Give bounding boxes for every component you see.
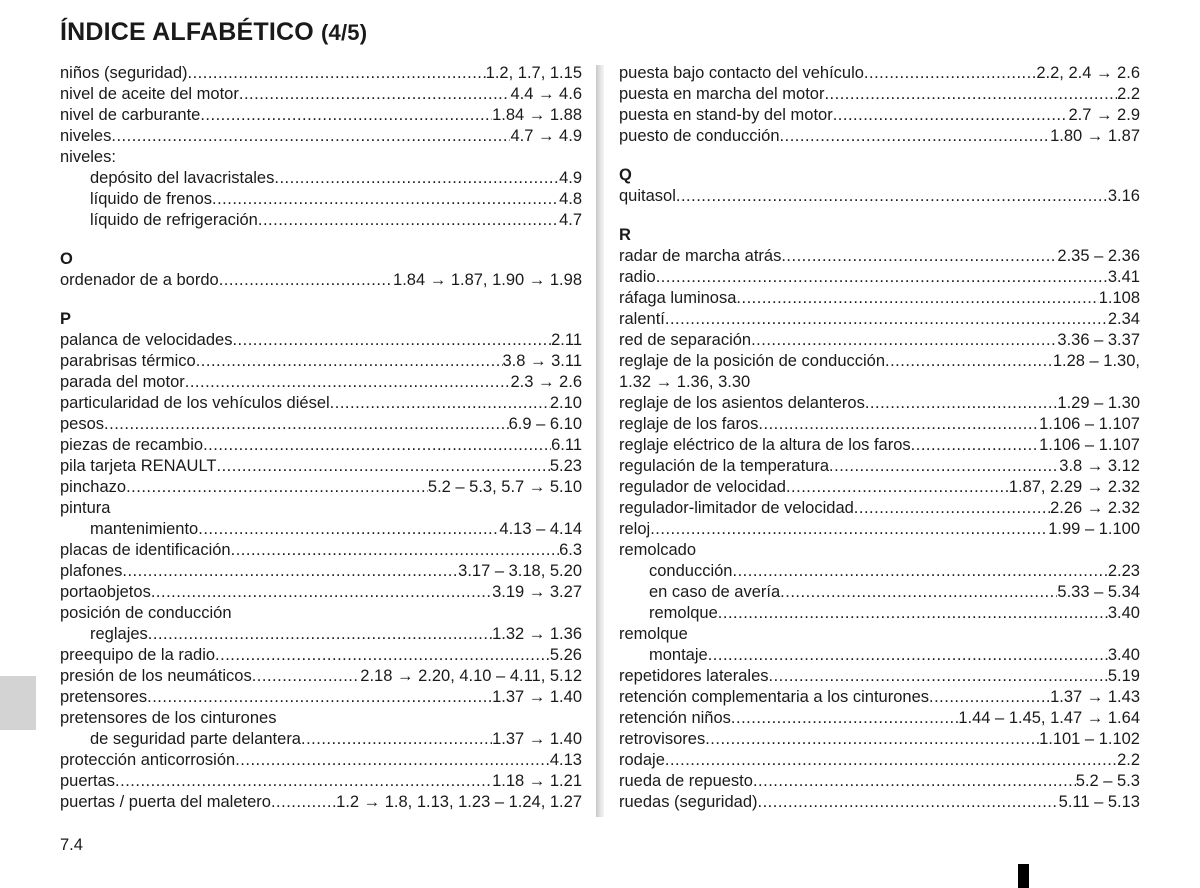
entry-page-refs: 3.16 [1107,187,1140,205]
entry-term: rodaje [619,751,665,769]
index-entry [60,792,582,813]
entry-term: puesto de conducción [619,127,780,145]
entry-page-refs: 2.2 [1117,751,1140,769]
section-spacer [60,231,582,249]
entry-term: parabrisas térmico [60,352,196,370]
dot-leader [151,582,492,603]
entry-term: puertas / puerta del maletero [60,793,271,811]
dot-leader [753,771,1076,792]
dot-leader [854,498,1050,519]
dot-leader [665,750,1117,771]
chapter-tab [0,676,36,730]
entry-page-refs: 3.8 → 3.12 [1059,457,1140,475]
entry-term: puesta en stand-by del motor [619,106,833,124]
entry-term: pretensores [60,688,148,706]
dot-leader [235,750,550,771]
entry-page-refs: 1.37 → 1.40 [492,730,582,748]
index-entry [619,456,1140,477]
entry-page-refs: 3.41 [1107,268,1140,286]
entry-term: pesos [60,415,105,433]
entry-term: portaobjetos [60,583,151,601]
index-subentry [60,519,582,540]
index-entry [60,372,582,393]
dot-leader [911,435,1039,456]
entry-page-refs: 2.3 → 2.6 [510,373,582,391]
entry-page-refs: 5.23 [549,457,582,475]
entry-term: regulador de velocidad [619,478,786,496]
dot-leader [736,288,1098,309]
index-entry [619,624,1140,645]
entry-term: parada del motor [60,373,185,391]
index-entry [619,84,1140,105]
entry-term: reglaje de los faros [619,415,759,433]
entry-page-refs: 1.106 – 1.107 [1039,415,1140,433]
entry-page-refs: 5.19 [1107,667,1140,685]
entry-term: reglaje eléctrico de la altura de los faros [619,436,911,454]
entry-term: preequipo de la radio [60,646,216,664]
index-entry [60,126,582,147]
index-entry [60,63,582,84]
section-letter: Q [619,166,632,184]
dot-leader [708,645,1108,666]
dot-leader [718,603,1108,624]
index-entry [60,330,582,351]
dot-leader [203,435,551,456]
entry-page-refs: 1.99 – 1.100 [1048,520,1140,538]
index-entry [619,351,1140,372]
entry-page-refs: 1.2 → 1.8, 1.13, 1.23 – 1.24, 1.27 [336,793,582,811]
section-letter: P [60,310,72,328]
page-number: 7.4 [60,836,83,854]
index-entry [619,330,1140,351]
entry-term: ralentí [619,310,665,328]
entry-term: de seguridad parte delantera [90,730,301,748]
index-subentry [619,645,1140,666]
index-entry [619,414,1140,435]
dot-leader [758,414,1039,435]
dot-leader [705,729,1039,750]
entry-term: niños (seguridad) [60,64,188,82]
index-subentry [619,582,1140,603]
column-divider [596,65,604,817]
entry-term: presión de los neumáticos [60,667,252,685]
index-subentry [60,210,582,231]
entry-term: reglaje de los asientos delanteros [619,394,865,412]
entry-term: retención complementaria a los cinturones [619,688,929,706]
index-entry [619,435,1140,456]
index-subentry [60,168,582,189]
dot-leader [751,330,1057,351]
entry-term: ráfaga luminosa [619,289,737,307]
index-entry [619,63,1140,84]
entry-page-refs: 1.29 – 1.30 [1057,394,1140,412]
index-entry [619,477,1140,498]
entry-term: niveles [60,127,112,145]
entry-term: remolque [649,604,718,622]
entry-page-refs: 6.9 – 6.10 [508,415,582,433]
entry-term: placas de identificación [60,541,231,559]
entry-page-refs: 1.37 → 1.43 [1050,688,1140,706]
dot-leader [215,645,550,666]
dot-leader [122,561,458,582]
dot-leader [212,189,559,210]
index-entry [619,771,1140,792]
section-spacer [619,207,1140,225]
index-entry [619,540,1140,561]
dot-leader [758,792,1059,813]
entry-term: repetidores laterales [619,667,769,685]
index-entry [619,519,1140,540]
dot-leader [271,792,336,813]
entry-page-refs: 1.106 – 1.107 [1039,436,1140,454]
entry-term: reglajes [90,625,148,643]
dot-leader [676,186,1108,207]
entry-page-refs: 1.32 → 1.36 [492,625,582,643]
dot-leader [274,168,559,189]
entry-term: nivel de aceite del motor [60,85,239,103]
entry-page-refs: 4.9 [559,169,582,187]
entry-page-refs: 1.44 – 1.45, 1.47 → 1.64 [958,709,1140,727]
dot-leader [258,210,559,231]
entry-page-refs: 4.13 [549,751,582,769]
page-title [60,18,367,47]
index-entry [60,414,582,435]
section-spacer [619,147,1140,165]
index-column-left [60,63,582,813]
entry-page-refs: 2.10 [549,394,582,412]
entry-page-refs: 5.2 – 5.3 [1075,772,1140,790]
dot-leader [200,105,492,126]
index-entry [619,708,1140,729]
entry-term: rueda de repuesto [619,772,753,790]
index-entry [60,582,582,603]
entry-page-refs: 3.19 → 3.27 [492,583,582,601]
index-entry [619,267,1140,288]
index-entry [619,309,1140,330]
entry-page-refs: 3.8 → 3.11 [502,352,582,370]
index-entry [60,393,582,414]
index-entry [619,288,1140,309]
dot-leader [656,267,1108,288]
entry-page-refs: 1.80 → 1.87 [1050,127,1140,145]
dot-leader [929,687,1050,708]
index-entry [619,498,1140,519]
entry-page-refs: 2.7 → 2.9 [1068,106,1140,124]
index-entry [60,561,582,582]
entry-term: regulación de la temperatura [619,457,830,475]
entry-page-refs: 2.2 [1117,85,1140,103]
index-entry [60,477,582,498]
dot-leader [732,561,1107,582]
index-entry [60,666,582,687]
entry-page-refs: 4.7 [559,211,582,229]
entry-page-refs: 3.17 – 3.18, 5.20 [458,562,582,580]
dot-leader [833,105,1069,126]
entry-page-refs: 1.87, 2.29 → 2.32 [1008,478,1140,496]
index-subentry [619,603,1140,624]
dot-leader [864,63,1036,84]
dot-leader [330,393,550,414]
dot-leader [786,477,1009,498]
index-entry [60,645,582,666]
entry-page-refs: 1.28 – 1.30, [1052,352,1140,370]
dot-leader [769,666,1108,687]
dot-leader [865,393,1058,414]
entry-term: depósito del lavacristales [90,169,275,187]
dot-leader [188,63,486,84]
index-entry [60,540,582,561]
dot-leader [781,246,1057,267]
entry-page-refs: 1.84 → 1.88 [492,106,582,124]
entry-page-refs: 5.26 [549,646,582,664]
index-entry [60,687,582,708]
entry-term: puesta bajo contacto del vehículo [619,64,864,82]
entry-page-refs: 1.84 → 1.87, 1.90 → 1.98 [393,271,582,289]
dot-leader [650,519,1048,540]
entry-term: retención niños [619,709,731,727]
entry-term: ruedas (seguridad) [619,793,758,811]
index-entry [60,708,582,729]
index-entry [60,147,582,168]
section-letter: R [619,226,631,244]
entry-page-refs: 4.8 [559,190,582,208]
index-entry [619,750,1140,771]
dot-leader [252,666,361,687]
entry-term: radar de marcha atrás [619,247,782,265]
index-entry [60,105,582,126]
index-entry [619,126,1140,147]
entry-term: piezas de recambio [60,436,204,454]
dot-leader [217,456,550,477]
dot-leader [198,519,499,540]
entry-term: puertas [60,772,116,790]
entry-page-refs: 1.2, 1.7, 1.15 [485,64,582,82]
index-entry [619,105,1140,126]
entry-term: 1.32 → 1.36, 3.30 [619,373,751,391]
dot-leader [885,351,1053,372]
dot-leader [185,372,511,393]
entry-term: ordenador de a bordo [60,271,219,289]
entry-term: palanca de velocidades [60,331,233,349]
dot-leader [239,84,511,105]
index-entry [619,729,1140,750]
entry-term: protección anticorrosión [60,751,236,769]
entry-page-refs: 4.7 → 4.9 [510,127,582,145]
index-entry [60,456,582,477]
dot-leader [301,729,492,750]
entry-term: reloj [619,520,651,538]
entry-term: reglaje de la posición de conducción [619,352,886,370]
index-entry [60,750,582,771]
entry-term: líquido de refrigeración [90,211,258,229]
index-entry [619,666,1140,687]
title-part-indicator: (4/5) [321,20,368,45]
entry-page-refs: 2.23 [1107,562,1140,580]
dot-leader [824,84,1117,105]
entry-page-refs: 5.11 – 5.13 [1058,793,1140,811]
dot-leader [731,708,958,729]
entry-term: quitasol [619,187,676,205]
title-text: ÍNDICE ALFABÉTICO [60,18,314,46]
dot-leader [147,687,492,708]
index-entry [619,246,1140,267]
dot-leader [115,771,492,792]
entry-term: niveles: [60,148,116,166]
dot-leader [232,330,551,351]
section-spacer [60,291,582,309]
index-subentry [60,624,582,645]
dot-leader [780,582,1057,603]
index-entry [619,687,1140,708]
entry-term: remolque [619,625,688,643]
entry-page-refs: 1.37 → 1.40 [492,688,582,706]
entry-page-refs: 5.2 – 5.3, 5.7 → 5.10 [427,478,582,496]
index-entry [60,498,582,519]
dot-leader [111,126,510,147]
entry-page-refs: 3.36 – 3.37 [1057,331,1140,349]
dot-leader [148,624,492,645]
entry-page-refs: 1.101 – 1.102 [1039,730,1140,748]
entry-page-refs: 6.11 [551,436,582,454]
index-entry [60,84,582,105]
index-column-right [619,63,1140,813]
dot-leader [829,456,1059,477]
entry-page-refs: 2.34 [1107,310,1140,328]
entry-page-refs: 2.11 [551,331,582,349]
entry-term: red de separación [619,331,752,349]
dot-leader [196,351,503,372]
entry-term: radio [619,268,656,286]
entry-page-refs: 1.108 [1098,289,1140,307]
entry-term: puesta en marcha del motor [619,85,825,103]
index-entry-continuation [619,372,1140,393]
entry-term: plafones [60,562,123,580]
dot-leader [126,477,428,498]
index-entry [60,603,582,624]
index-entry [60,270,582,291]
entry-page-refs: 6.3 [559,541,582,559]
entry-term: remolcado [619,541,697,559]
section-letter: O [60,250,73,268]
index-entry [619,186,1140,207]
entry-page-refs: 2.26 → 2.32 [1050,499,1140,517]
entry-term: conducción [649,562,733,580]
entry-term: particularidad de los vehículos diésel [60,394,330,412]
page-edge-marker [1018,864,1029,888]
entry-term: mantenimiento [90,520,199,538]
dot-leader [104,414,509,435]
entry-page-refs: 3.40 [1107,646,1140,664]
entry-page-refs: 3.40 [1107,604,1140,622]
index-subentry [619,561,1140,582]
entry-page-refs: 4.13 – 4.14 [499,520,582,538]
entry-term: pinchazo [60,478,127,496]
entry-page-refs: 4.4 → 4.6 [510,85,582,103]
index-entry [619,393,1140,414]
index-subentry [60,729,582,750]
dot-leader [231,540,559,561]
entry-page-refs: 2.2, 2.4 → 2.6 [1036,64,1140,82]
dot-leader [665,309,1108,330]
entry-term: montaje [649,646,708,664]
entry-page-refs: 2.18 → 2.20, 4.10 – 4.11, 5.12 [360,667,582,685]
entry-term: pintura [60,499,111,517]
index-subentry [60,189,582,210]
entry-term: en caso de avería [649,583,781,601]
entry-term: pila tarjeta RENAULT [60,457,217,475]
entry-term: líquido de frenos [90,190,213,208]
dot-leader [780,126,1051,147]
dot-leader [219,270,393,291]
index-entry [60,351,582,372]
index-entry [60,435,582,456]
entry-page-refs: 2.35 – 2.36 [1057,247,1140,265]
entry-term: regulador-limitador de velocidad [619,499,854,517]
entry-page-refs: 5.33 – 5.34 [1057,583,1140,601]
entry-page-refs: 1.18 → 1.21 [492,772,582,790]
entry-term: posición de conducción [60,604,232,622]
index-entry [60,771,582,792]
entry-term: retrovisores [619,730,706,748]
entry-term: pretensores de los cinturones [60,709,277,727]
index-entry [619,792,1140,813]
entry-term: nivel de carburante [60,106,201,124]
